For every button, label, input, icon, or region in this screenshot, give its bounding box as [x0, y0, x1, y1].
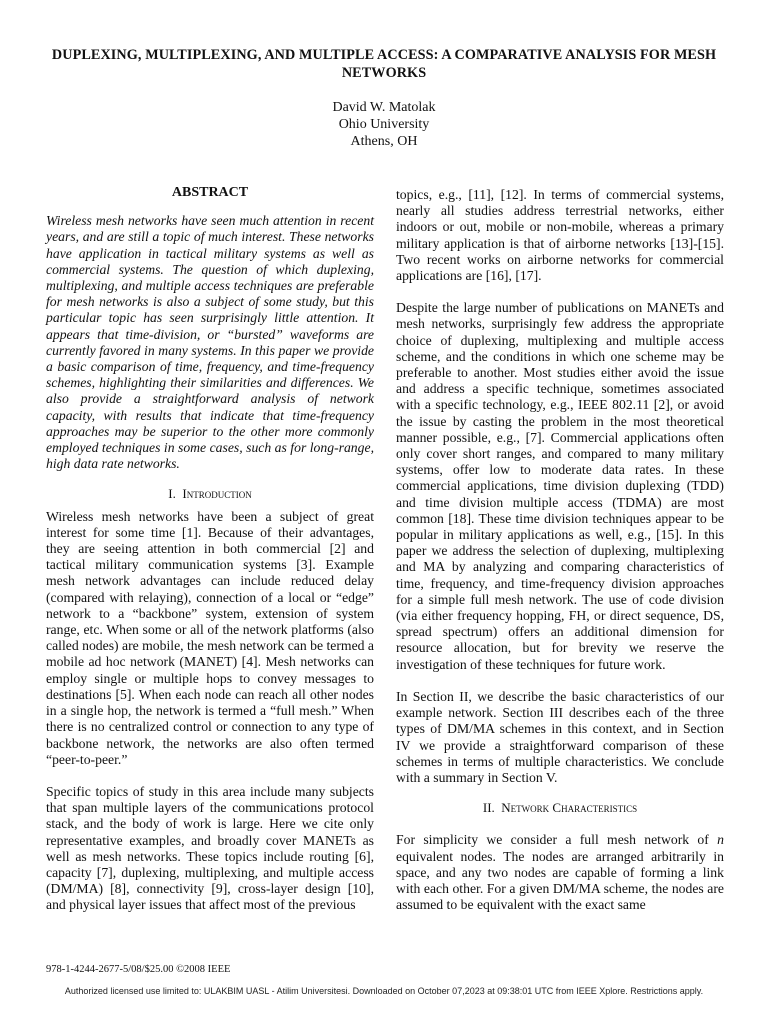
paragraph: Despite the large number of publications on MANETs and mesh networks, surprisingly few address the appropriate choice of duplexing, multiplexing and multiple access scheme, and the conditions in which one scheme may be preferable to another. Most studies either avoid the issue and address a specific technique, sometimes associated with a specific technology, e.g., IEEE 802.11 [2], or avoid the issue by casting the problem in the most theoretical manner possible, e.g., [7]. Commercial applications often only cover short ranges, and compared to many military systems, offer low to moderate data rates. In these commercial applications, time division duplexing (TDD) and time division multiple access (TDMA) are most common [18]. These time division techniques appear to be popular in military applications as well, e.g., [15]. In this paper we address the selection of duplexing, multiplexing and MA by analyzing and comparing characteristics of time, frequency, and time-frequency division approaches for a simple full mesh network. The use of code division (via either frequency hopping, FH, or direct sequence, DS, spread spectrum) offers an additional dimension for resource allocation, but for brevity we reserve the investigation of these techniques for future work. — [396, 300, 724, 672]
text-run: For simplicity we consider a full mesh network of — [396, 832, 718, 848]
text-run: equivalent nodes. The nodes are arranged arbitrarily in space, and any two nodes are capable of forming a link with each other. For a given DM/MA scheme, the nodes are assumed to be equivalent with the exact same — [396, 848, 724, 913]
section-heading-introduction — [46, 486, 374, 502]
author-block — [0, 99, 768, 150]
author-affiliation: Ohio University — [338, 117, 430, 132]
paragraph: topics, e.g., [11], [12]. In terms of commercial systems, nearly all studies address terrestrial networks, either indoors or out, mobile or non-mobile, whereas a primary military application is that of airborne networks [13]-[15]. Two recent works on airborne networks for commercial applications are [16], [17]. — [396, 187, 724, 284]
copyright-notice: 978-1-4244-2677-5/08/$25.00 ©2008 IEEE — [46, 964, 231, 975]
paragraph: Wireless mesh networks have been a subject of great interest for some time [1]. Because of their advantages, they are seeing attention in both commercial [2] and tactical military communication systems [3]. Example mesh network advantages can include reduced delay (compared with relaying), connection of a local or “edge” network to a “backbone” system, extension of system range, etc. When some or all of the network platforms (also called nodes) are mobile, the mesh network can be termed a mobile ad hoc network (MANET) [4]. Mesh networks can employ single or multiple hops to convey messages to destinations [5]. When each node can reach all other nodes in a single hop, the network is termed a “full mesh.” When there is no centralized control or connection to any type of backbone network, the networks are also often termed “peer-to-peer.” — [46, 508, 374, 767]
abstract-body: Wireless mesh networks have seen much attention in recent years, and are still a topic of much interest. These networks have application in tactical military systems as well as commercial systems. The question of which duplexing, multiplexing, and multiple access techniques are preferable for mesh networks is also a subject of some study, but this particular topic has seen surprisingly little attention. It appears that time-division, or “bursted” waveforms are currently favored in many systems. In this paper we provide a basic comparison of time, frequency, and time-frequency schemes, highlighting their similarities and differences. We also provide a straightforward analysis of network capacity, with results that indicate that time-frequency approaches may be superior to the other more commonly employed techniques in some cases, such as for long-range, high data rate networks. — [46, 213, 374, 472]
section-title: Network Characteristics — [501, 800, 638, 816]
paragraph — [396, 832, 724, 913]
section-number: II. — [482, 800, 495, 816]
author-location: Athens, OH — [350, 134, 418, 149]
paragraph: Specific topics of study in this area include many subjects that span multiple layers of the communications protocol stack, and the body of work is large. Here we cite only representative examples, and broadly cover MANETs as well as mesh networks. These topics include routing [6], capacity [7], duplexing, multiplexing, and multiple access (DM/MA) [8], connectivity [9], cross-layer design [10], and physical layer issues that affect most of the previous — [46, 783, 374, 913]
abstract-heading: ABSTRACT — [171, 185, 249, 200]
section-title: Introduction — [182, 486, 252, 502]
math-variable: n — [717, 832, 724, 848]
left-column — [46, 182, 374, 914]
author-name: David W. Matolak — [332, 100, 436, 115]
authorized-use-notice: Authorized licensed use limited to: ULAKBIM UASL - Atilim Universitesi. Downloaded on October 07,2023 at 09:38:01 UTC from IEEE Xplore. Restrictions apply. — [64, 986, 704, 996]
right-column — [396, 187, 724, 913]
paper-title: DUPLEXING, MULTIPLEXING, AND MULTIPLE ACCESS: A COMPARATIVE ANALYSIS FOR MESH NETWORKS — [51, 47, 717, 81]
section-heading-network-characteristics — [396, 800, 724, 816]
paragraph: In Section II, we describe the basic characteristics of our example network. Section III describes each of the three types of DM/MA schemes in this context, and in Section IV we provide a straightforward comparison of these schemes in terms of multiple characteristics. We conclude with a summary in Section V. — [396, 688, 724, 785]
section-number: I. — [168, 486, 176, 502]
